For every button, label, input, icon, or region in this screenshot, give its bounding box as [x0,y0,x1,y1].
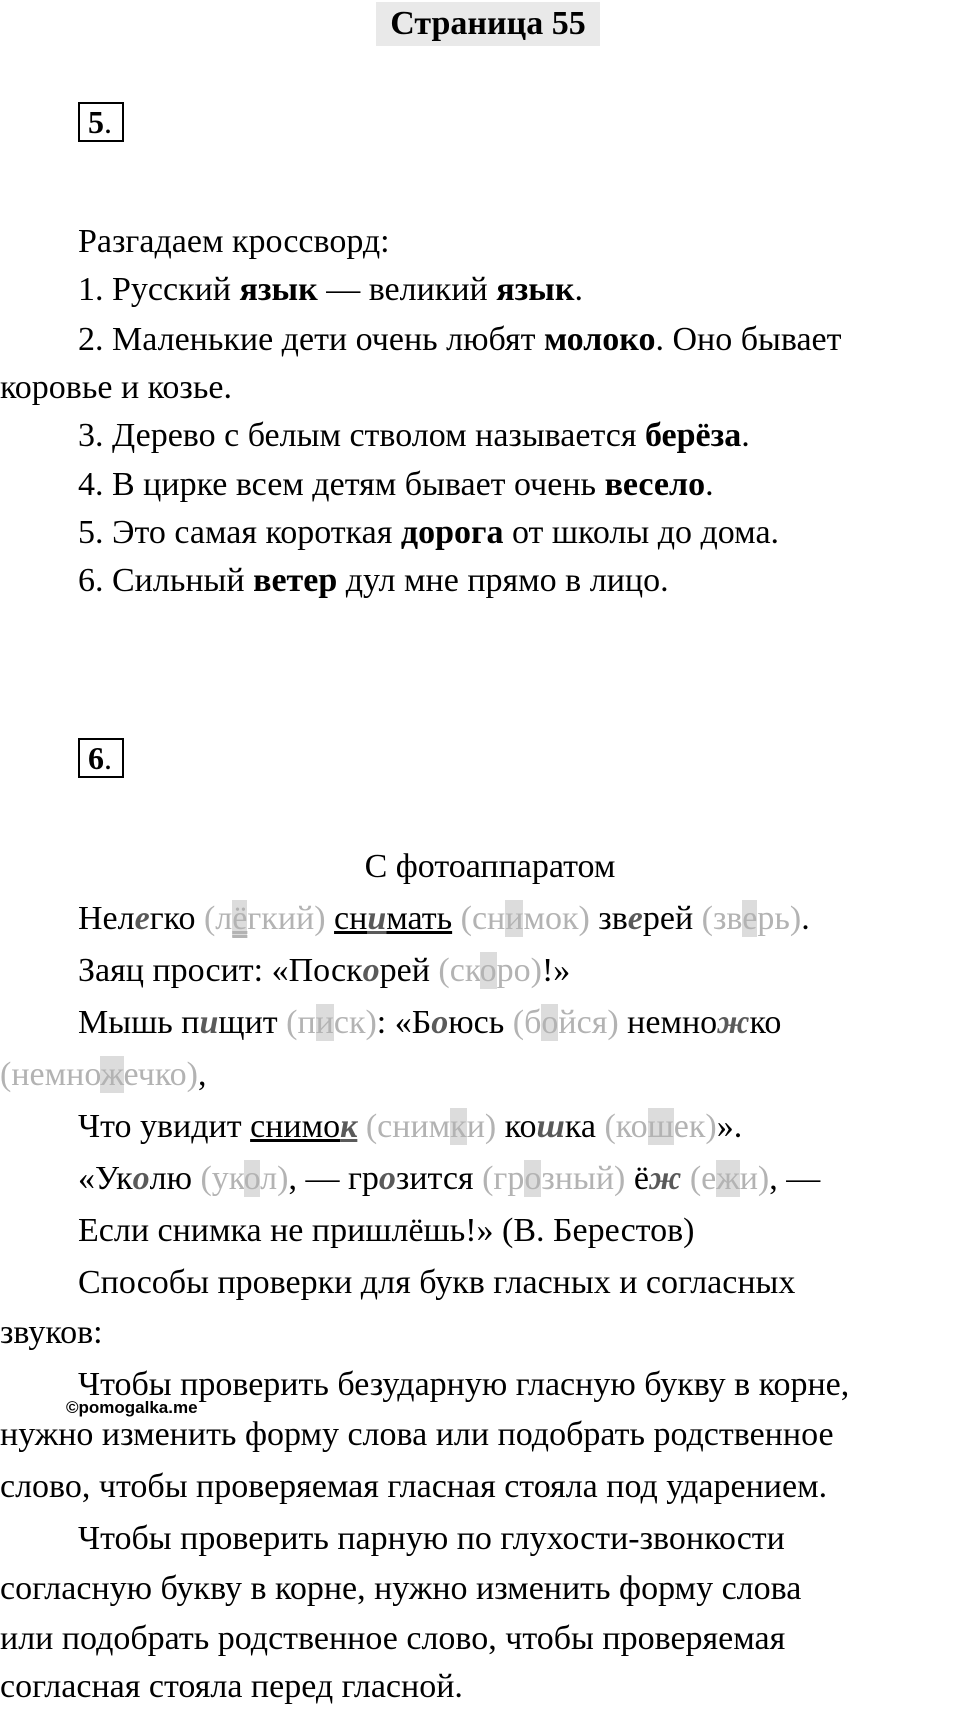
consonant-rule-line-3: или подобрать родственное слово, чтобы проверяемая [0,1620,786,1657]
task-5-number [78,102,124,142]
crossword-line-2-cont: коровье и козье. [0,369,232,406]
poem-line-2: Заяц просит: «Поскорей (скоро)!» [78,952,571,989]
poem-line-5: «Уколю (укол), — грозится (грозный) ёж (ежи), — [78,1160,821,1197]
poem-line-3-cont: (немножечко), [0,1056,207,1093]
methods-heading: Способы проверки для букв гласных и согласных [78,1264,796,1301]
poem-line-6: Если снимка не пришлёшь!» (В. Берестов) [78,1212,695,1249]
crossword-line-4: 4. В цирке всем детям бывает очень весело. [78,466,714,503]
crossword-line-1: 1. Русский язык — великий язык. [78,271,583,308]
crossword-line-5: 5. Это самая короткая дорога от школы до дома. [78,514,780,551]
crossword-line-3: 3. Дерево с белым стволом называется берёза. [78,417,750,454]
watermark: ©pomogalka.me [66,1398,198,1417]
crossword-intro: Разгадаем кроссворд: [78,223,390,260]
vowel-rule-line-3: слово, чтобы проверяемая гласная стояла под ударением. [0,1468,828,1505]
vowel-rule-line-1: Чтобы проверить безударную гласную букву в корне, [78,1366,850,1403]
consonant-rule-line-2: согласную букву в корне, нужно изменить форму слова [0,1570,802,1607]
crossword-line-6: 6. Сильный ветер дул мне прямо в лицо. [78,562,669,599]
consonant-rule-line-1: Чтобы проверить парную по глухости-звонкости [78,1520,785,1557]
crossword-line-2: 2. Маленькие дети очень любят молоко. Оно бывает [78,321,842,358]
poem-line-1: Нелегко (лёгкий) снимать (снимок) зверей (зверь). [78,900,810,937]
methods-heading-cont: звуков: [0,1314,103,1351]
task-number-digit: 6 [88,740,104,776]
task-number-digit: 5 [88,104,104,140]
vowel-rule-line-2: нужно изменить форму слова или подобрать родственное [0,1416,834,1453]
consonant-rule-line-4: согласная стояла перед гласной. [0,1668,463,1705]
poem-line-4: Что увидит снимок (снимки) кошка (кошек)». [78,1108,743,1145]
task-number-dot: . [104,740,112,776]
poem-line-3: Мышь пищит (писк): «Боюсь (бойся) немножко [78,1004,782,1041]
task-6-number [78,738,124,778]
page-title: Страница 55 [376,2,600,46]
poem-title: С фотоаппаратом [364,848,616,885]
task-number-dot: . [104,104,112,140]
